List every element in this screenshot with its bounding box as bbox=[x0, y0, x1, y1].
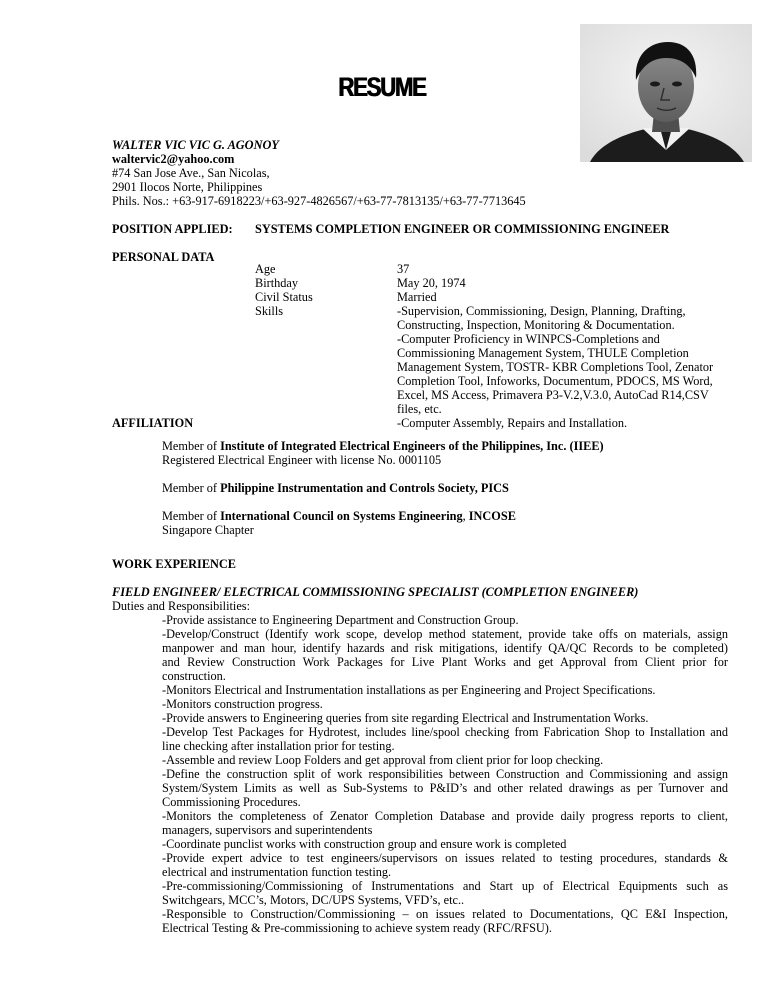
affiliation-pics: Member of Philippine Instrumentation and Controls Society, PICS bbox=[162, 481, 509, 495]
label-age: Age bbox=[255, 262, 276, 276]
duty-line: System/System Limits as well as Sub-Systems to P&ID’s and other related drawings as per Turnover and bbox=[162, 781, 728, 795]
duty-line: -Develop Test Packages for Hydrotest, includes line/spool checking from Fabrication Shop to Installation and bbox=[162, 725, 728, 739]
email[interactable]: waltervic2@yahoo.com bbox=[112, 152, 235, 166]
duty-line: line checking after installation prior for testing. bbox=[162, 739, 395, 753]
duty-line: -Define the construction split of work responsibilities between Construction and Commissioning and assign bbox=[162, 767, 728, 781]
work-experience-heading: WORK EXPERIENCE bbox=[112, 557, 237, 571]
skill-line: Excel, MS Access, Primavera P3-V.2,V.3.0, AutoCad R14,CSV bbox=[397, 388, 709, 402]
duty-line: electrical and instrumentation function testing. bbox=[162, 865, 392, 879]
value-age: 37 bbox=[397, 262, 410, 276]
duty-line: managers, supervisors and superintendents bbox=[162, 823, 373, 837]
duty-line: manpower and man hour, identify hazards and risk mitigations, identify QA/QC Records to be completed) bbox=[162, 641, 728, 655]
address-line-2: 2901 Ilocos Norte, Philippines bbox=[112, 180, 263, 194]
position-label: POSITION APPLIED: bbox=[112, 222, 233, 236]
skill-line: Commissioning Management System, THULE Completion bbox=[397, 346, 689, 360]
skill-line: Completion Tool, Infoworks, Documentum, PDOCS, MS Word, bbox=[397, 374, 713, 388]
duty-line: -Provide expert advice to test engineers/supervisors on issues related to testing procedures, standards & bbox=[162, 851, 728, 865]
duty-line: -Monitors the completeness of Zenator Completion Database and provide daily progress reports to client, bbox=[162, 809, 728, 823]
duty-line: Commissioning Procedures. bbox=[162, 795, 301, 809]
duty-line: Electrical Testing & Pre-commissioning to achieve system ready (RFC/RFSU). bbox=[162, 921, 552, 935]
skill-line: Constructing, Inspection, Monitoring & Documentation. bbox=[397, 318, 675, 332]
profile-photo bbox=[580, 24, 752, 162]
duty-line: -Pre-commissioning/Commissioning of Instrumentations and Start up of Electrical Equipments such as bbox=[162, 879, 728, 893]
value-birthday: May 20, 1974 bbox=[397, 276, 466, 290]
resume-title: RESUME bbox=[338, 72, 426, 102]
duty-line: construction. bbox=[162, 669, 226, 683]
personal-data-heading: PERSONAL DATA bbox=[112, 250, 215, 264]
skill-line: Management System, TOSTR- KBR Completions Tool, Zenator bbox=[397, 360, 714, 374]
skill-line: files, etc. bbox=[397, 402, 442, 416]
duty-line: -Assemble and review Loop Folders and get approval from client prior for loop checking. bbox=[162, 753, 604, 767]
duty-line: and Review Construction Work Packages for Live Plant Works and get Approval from Client prior for bbox=[162, 655, 728, 669]
label-birthday: Birthday bbox=[255, 276, 299, 290]
duty-line: Switchgears, MCC’s, Motors, DC/UPS Systems, VFD’s, etc.. bbox=[162, 893, 465, 907]
duty-line: -Responsible to Construction/Commissioning – on issues related to Documentations, QC E&I Inspection, bbox=[162, 907, 728, 921]
duty-line: -Monitors Electrical and Instrumentation installations as per Engineering and Project Specifications. bbox=[162, 683, 656, 697]
duty-line: -Coordinate punclist works with construction group and ensure work is completed bbox=[162, 837, 567, 851]
duties-label: Duties and Responsibilities: bbox=[112, 599, 250, 613]
address-line-1: #74 San Jose Ave., San Nicolas, bbox=[112, 166, 270, 180]
affiliation-license: Registered Electrical Engineer with license No. 0001105 bbox=[162, 453, 442, 467]
affiliation-chapter: Singapore Chapter bbox=[162, 523, 254, 537]
applicant-name: WALTER VIC VIC G. AGONOY bbox=[112, 138, 279, 152]
affiliation-heading: AFFILIATION bbox=[112, 416, 194, 430]
duty-line: -Provide answers to Engineering queries from site regarding Electrical and Instrumentation Works. bbox=[162, 711, 649, 725]
position-value: SYSTEMS COMPLETION ENGINEER OR COMMISSIONING ENGINEER bbox=[255, 222, 670, 236]
affiliation-iiee: Member of Institute of Integrated Electrical Engineers of the Philippines, Inc. (IIEE) bbox=[162, 439, 604, 453]
duty-line: -Monitors construction progress. bbox=[162, 697, 323, 711]
value-civil-status: Married bbox=[397, 290, 437, 304]
skill-line: -Computer Proficiency in WINPCS-Completions and bbox=[397, 332, 660, 346]
label-skills: Skills bbox=[255, 304, 284, 318]
affiliation-incose: Member of International Council on Systems Engineering, INCOSE bbox=[162, 509, 516, 523]
duty-line: -Develop/Construct (Identify work scope, develop method statement, provide take offs on materials, assign bbox=[162, 627, 728, 641]
skill-line: -Computer Assembly, Repairs and Installation. bbox=[397, 416, 628, 430]
skill-line: -Supervision, Commissioning, Design, Planning, Drafting, bbox=[397, 304, 686, 318]
label-civil-status: Civil Status bbox=[255, 290, 313, 304]
job-title: FIELD ENGINEER/ ELECTRICAL COMMISSIONING SPECIALIST (COMPLETION ENGINEER) bbox=[112, 585, 639, 599]
phone-numbers: Phils. Nos.: +63-917-6918223/+63-927-4826567/+63-77-7813135/+63-77-7713645 bbox=[112, 194, 526, 208]
duty-line: -Provide assistance to Engineering Department and Construction Group. bbox=[162, 613, 519, 627]
